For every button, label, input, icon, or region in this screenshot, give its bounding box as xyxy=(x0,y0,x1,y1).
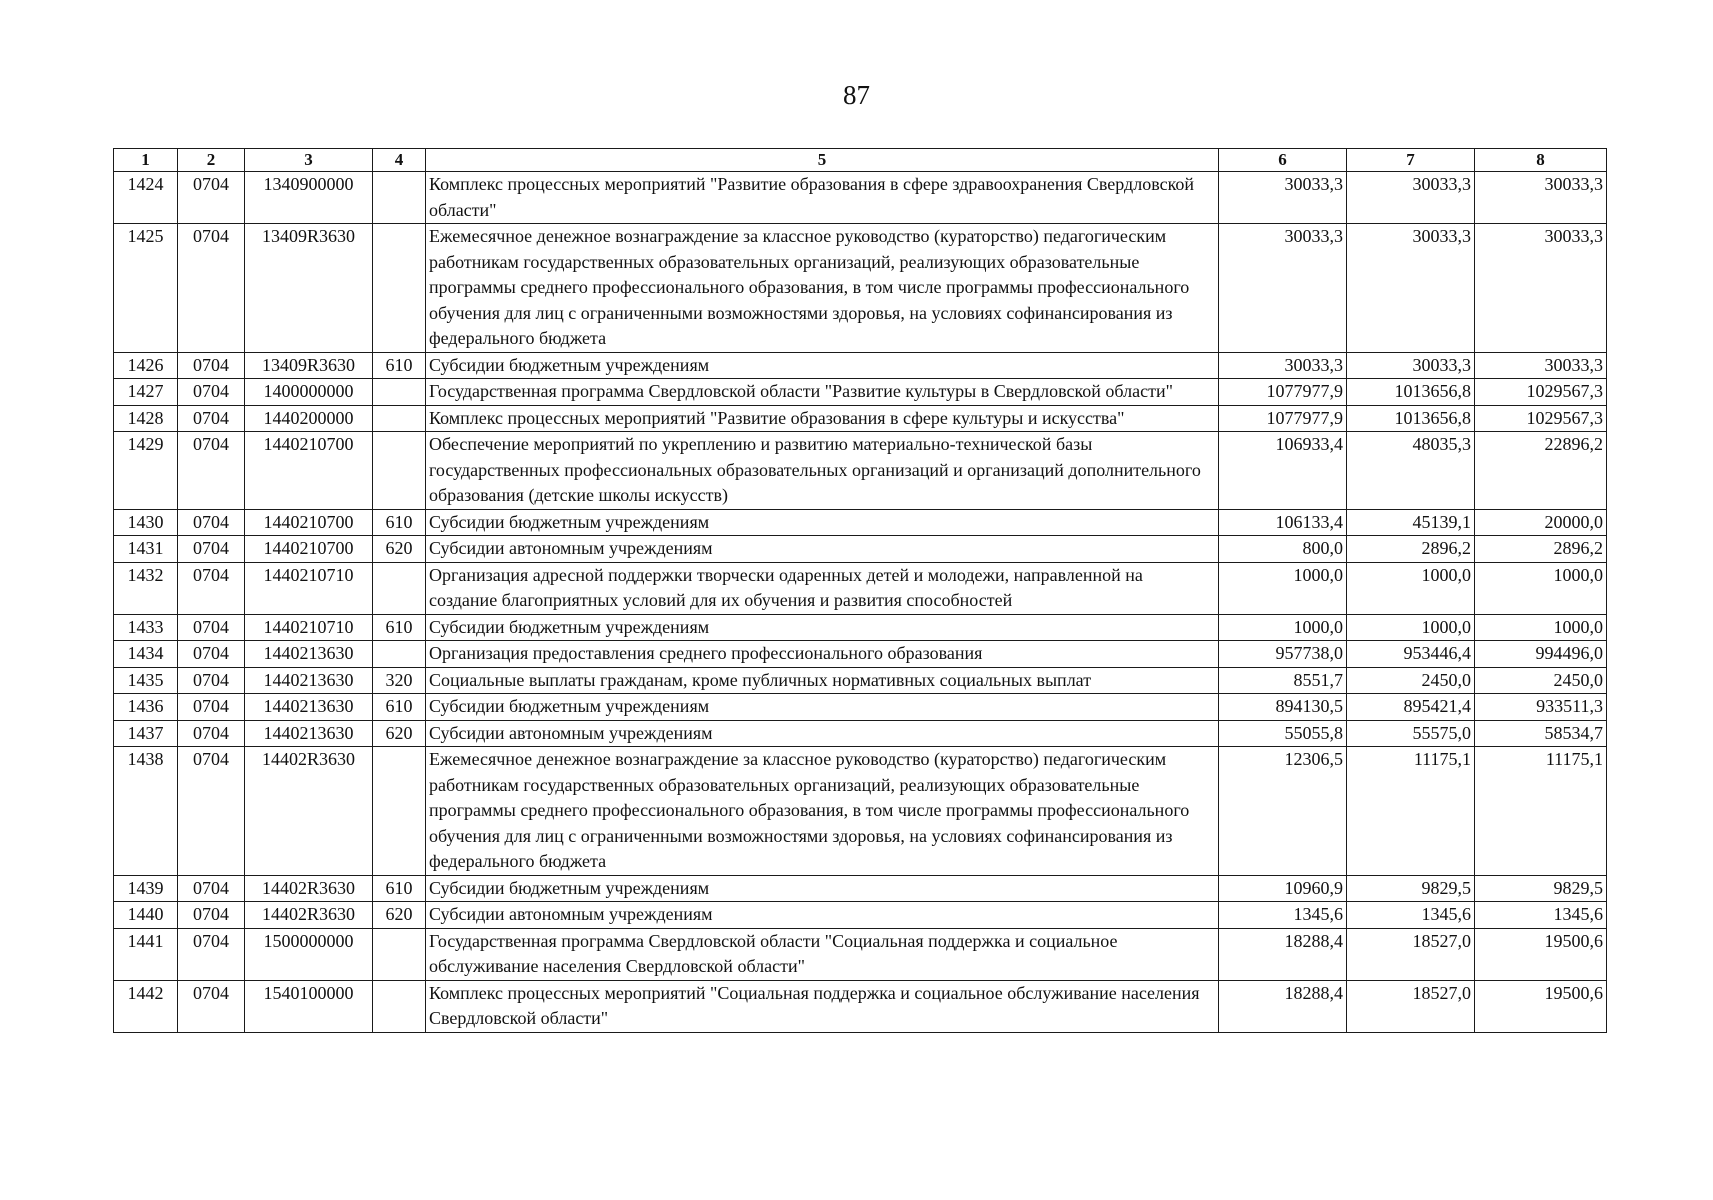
section-code: 0704 xyxy=(178,509,245,536)
header-col-7: 7 xyxy=(1347,149,1475,172)
target-article-code: 1440213630 xyxy=(245,694,373,721)
target-article-code: 14402R3630 xyxy=(245,902,373,929)
expense-type-code xyxy=(373,405,426,432)
amount-col-8: 994496,0 xyxy=(1475,641,1607,668)
section-code: 0704 xyxy=(178,352,245,379)
amount-col-6: 18288,4 xyxy=(1219,980,1347,1032)
table-row xyxy=(114,509,1607,536)
amount-col-8: 20000,0 xyxy=(1475,509,1607,536)
amount-col-6: 30033,3 xyxy=(1219,172,1347,224)
table-row xyxy=(114,667,1607,694)
amount-col-8: 19500,6 xyxy=(1475,980,1607,1032)
target-article-code: 1340900000 xyxy=(245,172,373,224)
table-row xyxy=(114,405,1607,432)
amount-col-7: 1013656,8 xyxy=(1347,405,1475,432)
expense-type-code: 610 xyxy=(373,614,426,641)
row-number: 1425 xyxy=(114,224,178,353)
table-row xyxy=(114,432,1607,510)
expense-type-code xyxy=(373,562,426,614)
row-number: 1441 xyxy=(114,928,178,980)
header-col-5: 5 xyxy=(426,149,1219,172)
table-body xyxy=(114,172,1607,1033)
table-row xyxy=(114,614,1607,641)
budget-table xyxy=(113,148,1607,1033)
amount-col-8: 9829,5 xyxy=(1475,875,1607,902)
amount-col-6: 12306,5 xyxy=(1219,747,1347,876)
target-article-code: 13409R3630 xyxy=(245,224,373,353)
row-number: 1438 xyxy=(114,747,178,876)
amount-col-7: 2896,2 xyxy=(1347,536,1475,563)
amount-col-7: 2450,0 xyxy=(1347,667,1475,694)
amount-col-8: 30033,3 xyxy=(1475,172,1607,224)
expense-type-code xyxy=(373,172,426,224)
item-name: Государственная программа Свердловской области "Развитие культуры в Свердловской области" xyxy=(426,379,1219,406)
amount-col-8: 1029567,3 xyxy=(1475,405,1607,432)
row-number: 1442 xyxy=(114,980,178,1032)
target-article-code: 1440213630 xyxy=(245,667,373,694)
section-code: 0704 xyxy=(178,405,245,432)
table-row xyxy=(114,352,1607,379)
amount-col-8: 2450,0 xyxy=(1475,667,1607,694)
expense-type-code xyxy=(373,641,426,668)
target-article-code: 1440213630 xyxy=(245,720,373,747)
section-code: 0704 xyxy=(178,172,245,224)
amount-col-6: 800,0 xyxy=(1219,536,1347,563)
header-col-2: 2 xyxy=(178,149,245,172)
expense-type-code xyxy=(373,980,426,1032)
section-code: 0704 xyxy=(178,667,245,694)
amount-col-6: 1077977,9 xyxy=(1219,405,1347,432)
section-code: 0704 xyxy=(178,875,245,902)
amount-col-8: 1029567,3 xyxy=(1475,379,1607,406)
amount-col-7: 18527,0 xyxy=(1347,980,1475,1032)
amount-col-8: 2896,2 xyxy=(1475,536,1607,563)
amount-col-7: 30033,3 xyxy=(1347,224,1475,353)
amount-col-6: 106133,4 xyxy=(1219,509,1347,536)
amount-col-6: 18288,4 xyxy=(1219,928,1347,980)
table-row xyxy=(114,928,1607,980)
expense-type-code: 620 xyxy=(373,902,426,929)
row-number: 1429 xyxy=(114,432,178,510)
target-article-code: 14402R3630 xyxy=(245,875,373,902)
amount-col-7: 9829,5 xyxy=(1347,875,1475,902)
section-code: 0704 xyxy=(178,562,245,614)
amount-col-7: 30033,3 xyxy=(1347,352,1475,379)
page-number: 87 xyxy=(843,80,870,110)
target-article-code: 1440213630 xyxy=(245,641,373,668)
row-number: 1432 xyxy=(114,562,178,614)
amount-col-7: 1345,6 xyxy=(1347,902,1475,929)
amount-col-7: 953446,4 xyxy=(1347,641,1475,668)
expense-type-code xyxy=(373,747,426,876)
target-article-code: 1440210700 xyxy=(245,536,373,563)
item-name: Государственная программа Свердловской области "Социальная поддержка и социальное обслуживание населения Свердловской области" xyxy=(426,928,1219,980)
table-row xyxy=(114,379,1607,406)
item-name: Комплекс процессных мероприятий "Развитие образования в сфере здравоохранения Свердловской области" xyxy=(426,172,1219,224)
section-code: 0704 xyxy=(178,694,245,721)
table-row xyxy=(114,536,1607,563)
amount-col-8: 11175,1 xyxy=(1475,747,1607,876)
table-row xyxy=(114,980,1607,1032)
amount-col-6: 8551,7 xyxy=(1219,667,1347,694)
section-code: 0704 xyxy=(178,432,245,510)
section-code: 0704 xyxy=(178,980,245,1032)
amount-col-8: 1000,0 xyxy=(1475,614,1607,641)
amount-col-7: 1000,0 xyxy=(1347,614,1475,641)
item-name: Субсидии бюджетным учреждениям xyxy=(426,694,1219,721)
table-row xyxy=(114,747,1607,876)
amount-col-7: 1013656,8 xyxy=(1347,379,1475,406)
item-name: Социальные выплаты гражданам, кроме публичных нормативных социальных выплат xyxy=(426,667,1219,694)
target-article-code: 1440200000 xyxy=(245,405,373,432)
row-number: 1440 xyxy=(114,902,178,929)
amount-col-6: 894130,5 xyxy=(1219,694,1347,721)
expense-type-code xyxy=(373,928,426,980)
amount-col-8: 1345,6 xyxy=(1475,902,1607,929)
table-row xyxy=(114,875,1607,902)
row-number: 1437 xyxy=(114,720,178,747)
header-row xyxy=(114,149,1607,172)
section-code: 0704 xyxy=(178,614,245,641)
section-code: 0704 xyxy=(178,224,245,353)
target-article-code: 13409R3630 xyxy=(245,352,373,379)
amount-col-6: 55055,8 xyxy=(1219,720,1347,747)
amount-col-6: 10960,9 xyxy=(1219,875,1347,902)
section-code: 0704 xyxy=(178,747,245,876)
expense-type-code: 620 xyxy=(373,720,426,747)
amount-col-6: 1000,0 xyxy=(1219,562,1347,614)
amount-col-6: 957738,0 xyxy=(1219,641,1347,668)
row-number: 1427 xyxy=(114,379,178,406)
section-code: 0704 xyxy=(178,902,245,929)
amount-col-7: 45139,1 xyxy=(1347,509,1475,536)
item-name: Комплекс процессных мероприятий "Социальная поддержка и социальное обслуживание населения Свердловской области" xyxy=(426,980,1219,1032)
target-article-code: 1440210700 xyxy=(245,432,373,510)
table-row xyxy=(114,562,1607,614)
row-number: 1426 xyxy=(114,352,178,379)
expense-type-code: 610 xyxy=(373,509,426,536)
header-col-3: 3 xyxy=(245,149,373,172)
item-name: Субсидии автономным учреждениям xyxy=(426,720,1219,747)
item-name: Субсидии бюджетным учреждениям xyxy=(426,875,1219,902)
amount-col-8: 22896,2 xyxy=(1475,432,1607,510)
item-name: Субсидии бюджетным учреждениям xyxy=(426,614,1219,641)
item-name: Субсидии бюджетным учреждениям xyxy=(426,509,1219,536)
target-article-code: 1400000000 xyxy=(245,379,373,406)
amount-col-8: 1000,0 xyxy=(1475,562,1607,614)
row-number: 1439 xyxy=(114,875,178,902)
expense-type-code: 610 xyxy=(373,875,426,902)
section-code: 0704 xyxy=(178,641,245,668)
item-name: Субсидии бюджетным учреждениям xyxy=(426,352,1219,379)
expense-type-code: 610 xyxy=(373,694,426,721)
header-col-1: 1 xyxy=(114,149,178,172)
table-row xyxy=(114,172,1607,224)
expense-type-code: 620 xyxy=(373,536,426,563)
item-name: Обеспечение мероприятий по укреплению и развитию материально-технической базы государственных профессиональных образовательных организаций и организаций дополнительного образования (детские школы искусств) xyxy=(426,432,1219,510)
target-article-code: 1440210710 xyxy=(245,614,373,641)
target-article-code: 1540100000 xyxy=(245,980,373,1032)
section-code: 0704 xyxy=(178,379,245,406)
table-row xyxy=(114,902,1607,929)
amount-col-8: 933511,3 xyxy=(1475,694,1607,721)
table-row xyxy=(114,641,1607,668)
amount-col-7: 55575,0 xyxy=(1347,720,1475,747)
amount-col-6: 106933,4 xyxy=(1219,432,1347,510)
expense-type-code xyxy=(373,432,426,510)
amount-col-8: 30033,3 xyxy=(1475,352,1607,379)
amount-col-7: 30033,3 xyxy=(1347,172,1475,224)
row-number: 1436 xyxy=(114,694,178,721)
row-number: 1430 xyxy=(114,509,178,536)
amount-col-6: 1077977,9 xyxy=(1219,379,1347,406)
amount-col-6: 30033,3 xyxy=(1219,352,1347,379)
header-col-4: 4 xyxy=(373,149,426,172)
item-name: Субсидии автономным учреждениям xyxy=(426,902,1219,929)
amount-col-8: 30033,3 xyxy=(1475,224,1607,353)
item-name: Организация предоставления среднего профессионального образования xyxy=(426,641,1219,668)
amount-col-7: 11175,1 xyxy=(1347,747,1475,876)
row-number: 1435 xyxy=(114,667,178,694)
amount-col-8: 19500,6 xyxy=(1475,928,1607,980)
item-name: Ежемесячное денежное вознаграждение за классное руководство (кураторство) педагогическим работникам государственных образовательных организаций, реализующих образовательные программы среднего профессионального образования, в том числе программы профессионального обучения для лиц с ограниченными возможностями здоровья, на условиях софинансирования из федерального бюджета xyxy=(426,747,1219,876)
row-number: 1431 xyxy=(114,536,178,563)
item-name: Комплекс процессных мероприятий "Развитие образования в сфере культуры и искусства" xyxy=(426,405,1219,432)
item-name: Ежемесячное денежное вознаграждение за классное руководство (кураторство) педагогическим работникам государственных образовательных организаций, реализующих образовательные программы среднего профессионального образования, в том числе программы профессионального обучения для лиц с ограниченными возможностями здоровья, на условиях софинансирования из федерального бюджета xyxy=(426,224,1219,353)
amount-col-7: 48035,3 xyxy=(1347,432,1475,510)
section-code: 0704 xyxy=(178,928,245,980)
table-row xyxy=(114,694,1607,721)
section-code: 0704 xyxy=(178,536,245,563)
item-name: Организация адресной поддержки творчески одаренных детей и молодежи, направленной на создание благоприятных условий для их обучения и развития способностей xyxy=(426,562,1219,614)
amount-col-6: 1345,6 xyxy=(1219,902,1347,929)
amount-col-7: 18527,0 xyxy=(1347,928,1475,980)
header-col-8: 8 xyxy=(1475,149,1607,172)
section-code: 0704 xyxy=(178,720,245,747)
row-number: 1424 xyxy=(114,172,178,224)
row-number: 1433 xyxy=(114,614,178,641)
item-name: Субсидии автономным учреждениям xyxy=(426,536,1219,563)
table-row xyxy=(114,720,1607,747)
target-article-code: 1440210710 xyxy=(245,562,373,614)
expense-type-code xyxy=(373,224,426,353)
amount-col-7: 1000,0 xyxy=(1347,562,1475,614)
expense-type-code: 610 xyxy=(373,352,426,379)
table-row xyxy=(114,224,1607,353)
amount-col-7: 895421,4 xyxy=(1347,694,1475,721)
target-article-code: 14402R3630 xyxy=(245,747,373,876)
row-number: 1428 xyxy=(114,405,178,432)
header-col-6: 6 xyxy=(1219,149,1347,172)
target-article-code: 1500000000 xyxy=(245,928,373,980)
amount-col-8: 58534,7 xyxy=(1475,720,1607,747)
expense-type-code: 320 xyxy=(373,667,426,694)
expense-type-code xyxy=(373,379,426,406)
amount-col-6: 30033,3 xyxy=(1219,224,1347,353)
row-number: 1434 xyxy=(114,641,178,668)
target-article-code: 1440210700 xyxy=(245,509,373,536)
amount-col-6: 1000,0 xyxy=(1219,614,1347,641)
